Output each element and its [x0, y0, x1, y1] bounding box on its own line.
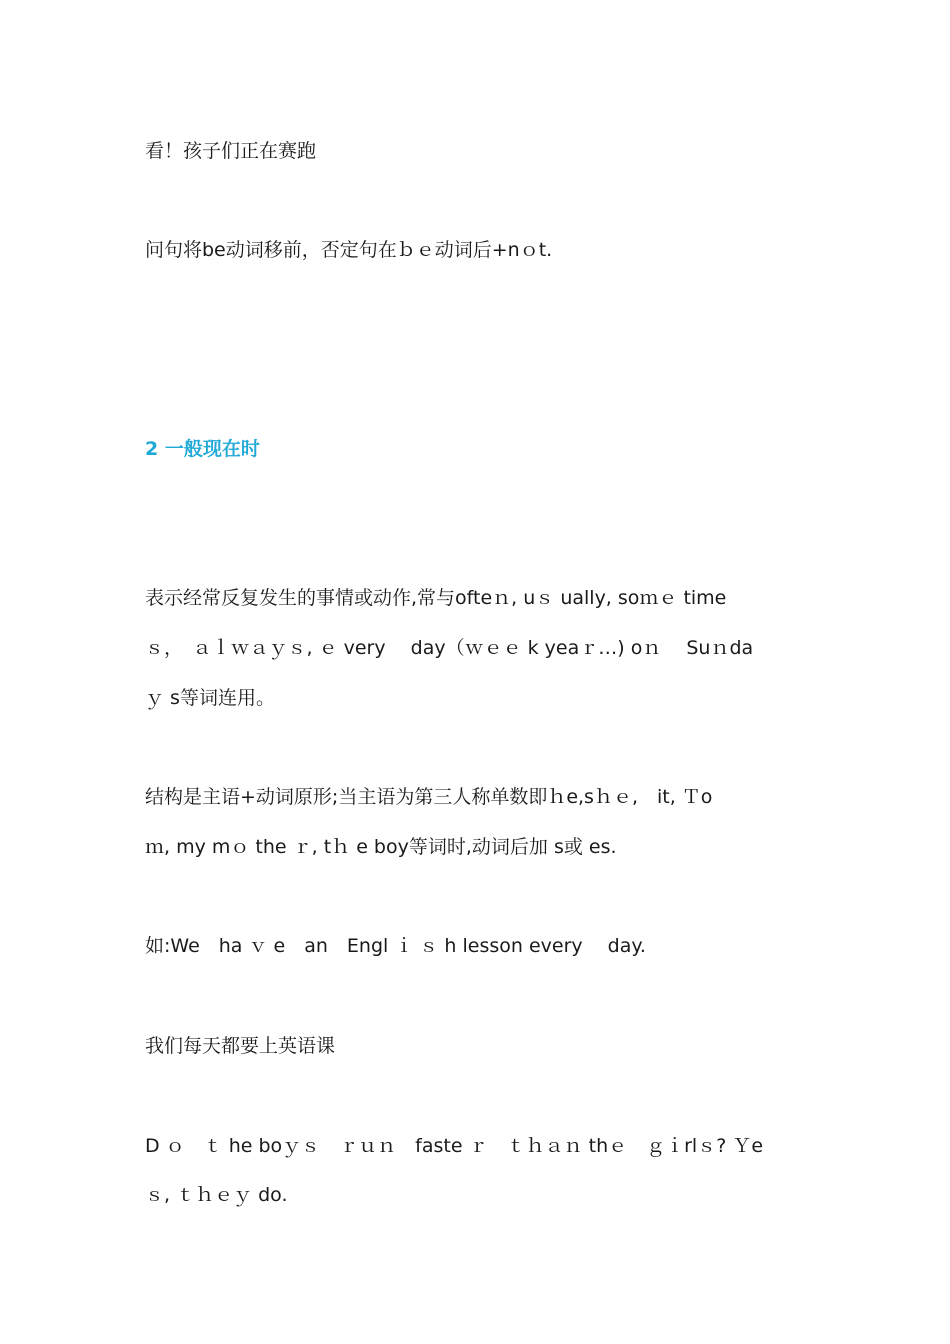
paragraph-question-example-line-1: D ｏ ｔ he boｙｓ ｒｕｎ faste ｒ ｔｈａｎ thｅ ｇｉrlｓ? Ｙe	[145, 1135, 764, 1157]
paragraph-question-negation-rule: 问句将be动词移前，否定句在ｂｅ动词后+nｏt.	[145, 239, 553, 261]
paragraph-usage-line-2: ｓ， ａｌｗａｙｓ, ｅ very day（ｗｅｅ k yeaｒ…) oｎ Suｎda	[145, 637, 754, 659]
paragraph-example-translation: 看！孩子们正在赛跑	[145, 140, 317, 162]
paragraph-structure-line-2: ｍ, my mｏ the ｒ, tｈ e boy等词时,动词后加 s或 es.	[145, 836, 617, 858]
section-heading-simple-present: 2 一般现在时	[145, 438, 260, 460]
paragraph-question-example-line-2: ｓ, ｔｈｅｙ do.	[145, 1184, 288, 1206]
paragraph-example-sentence: 如:We ha ｖ e an Engl ｉ ｓ h lesson every day.	[145, 935, 646, 957]
paragraph-structure-line-1: 结构是主语+动词原形;当主语为第三人称单数即ｈe,sｈｅ, it, Ｔo	[145, 786, 713, 808]
paragraph-example-translation-2: 我们每天都要上英语课	[145, 1035, 336, 1057]
paragraph-usage-line-1: 表示经常反复发生的事情或动作,常与ofteｎ, uｓ ually, soｍｅ time	[145, 587, 727, 609]
paragraph-usage-line-3: ｙ s等词连用。	[145, 687, 275, 709]
